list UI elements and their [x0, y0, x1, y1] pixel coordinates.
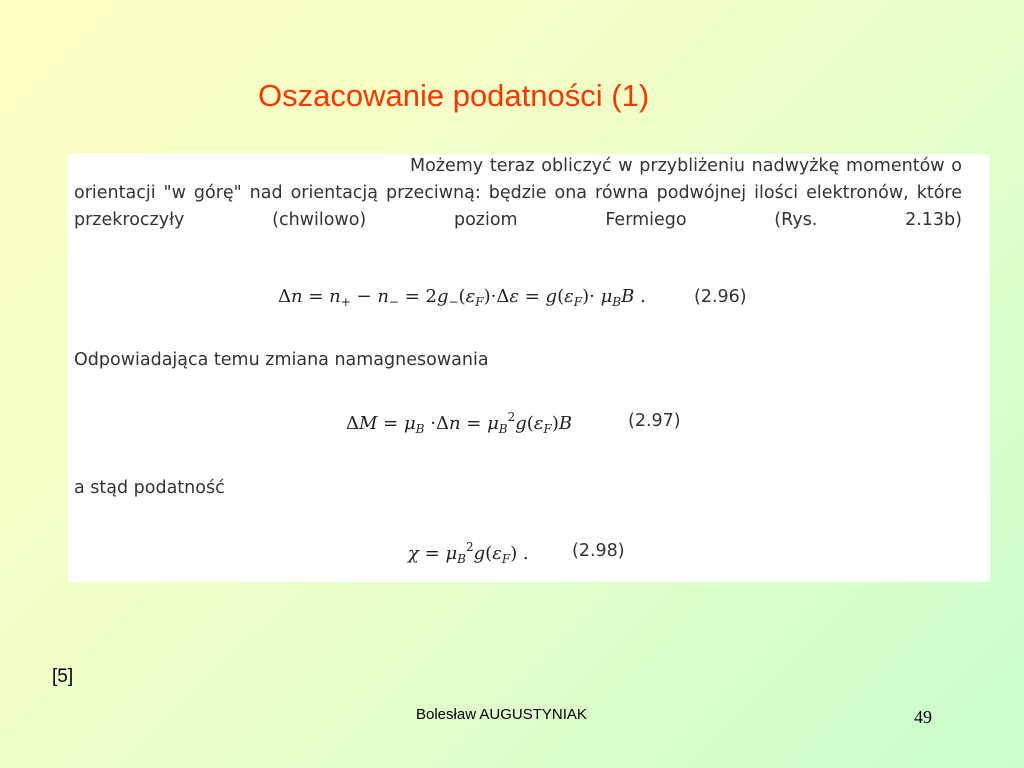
equation-2-97: $\Delta M = \mu_B \cdot\Delta n = \mu_B^2g(\varepsilon_F)B$	[346, 410, 573, 436]
equation-2-96: $\Delta n = n_+ - n_- = 2g_-(\varepsilon_F)\cdot\Delta\varepsilon = g(\varepsilon_F)\cdot \mu_BB$ .	[278, 286, 646, 309]
equation-number-2-98: (2.98)	[572, 541, 625, 561]
document-image	[68, 154, 990, 582]
slide-title-text: Oszacowanie podatności (1)	[258, 78, 650, 113]
paragraph-magnetization: Odpowiadająca temu zmiana namagnesowania	[74, 350, 489, 370]
equation-2-98: $\chi = \mu_B^2g(\varepsilon_F)$ .	[408, 540, 529, 566]
paragraph-susceptibility: a stąd podatność	[74, 478, 225, 498]
paragraph-intro: Możemy teraz obliczyć w przybliżeniu nadwyżkę momentów o orientacji "w górę" nad orientacją przeciwną: będzie ona równa podwójnej ilości elektronów, które przekroczyły (chwilowo) poziom Fermiego (Rys. 2.13b)	[74, 156, 962, 230]
equation-number-2-97: (2.97)	[628, 411, 681, 431]
author-footer: Bolesław AUGUSTYNIAK	[416, 706, 587, 723]
reference-label: [5]	[52, 666, 74, 687]
equation-number-2-96: (2.96)	[694, 287, 747, 307]
page-number: 49	[914, 707, 932, 727]
